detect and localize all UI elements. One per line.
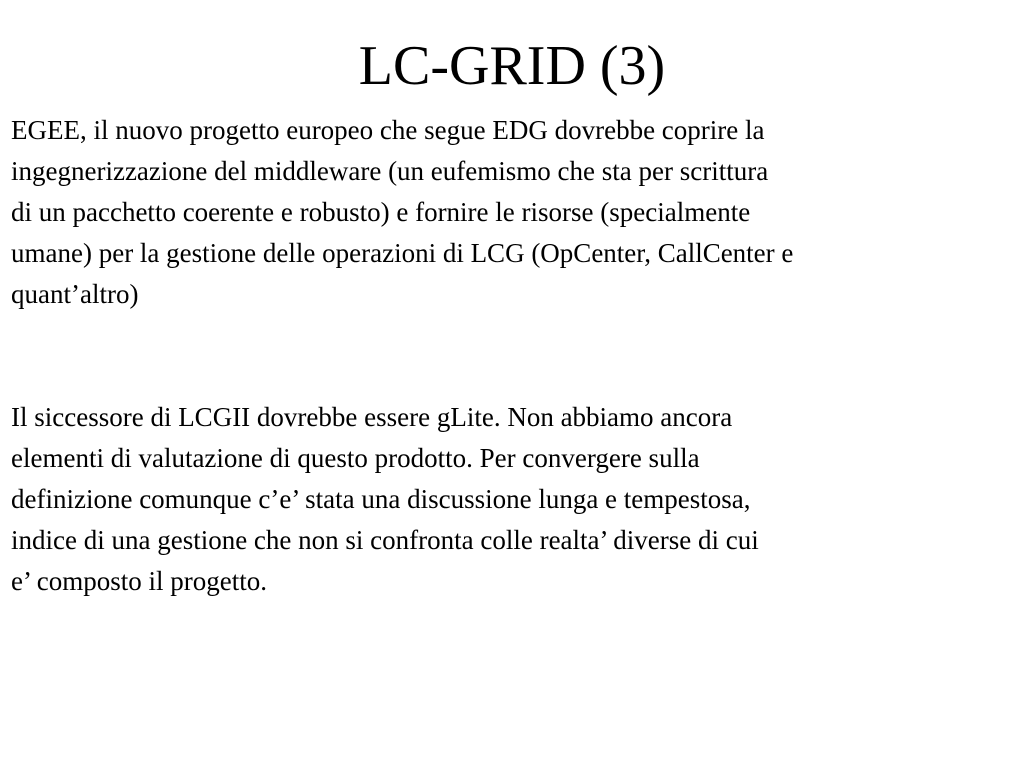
text-line: quant’altro) <box>11 279 139 309</box>
text-line: ingegnerizzazione del middleware (un eufemismo che sta per scrittura <box>11 156 769 186</box>
text-line: umane) per la gestione delle operazioni di LCG (OpCenter, CallCenter e <box>11 238 794 268</box>
text-line: EGEE, il nuovo progetto europeo che segue EDG dovrebbe coprire la <box>11 115 765 145</box>
text-line: Il siccessore di LCGII dovrebbe essere gLite. Non abbiamo ancora <box>11 402 733 432</box>
text-line: e’ composto il progetto. <box>11 566 267 596</box>
text-line: indice di una gestione che non si confronta colle realta’ diverse di cui <box>11 525 759 555</box>
body-paragraph-glite <box>11 397 1011 602</box>
text-line: definizione comunque c’e’ stata una discussione lunga e tempestosa, <box>11 484 751 514</box>
text-line: di un pacchetto coerente e robusto) e fornire le risorse (specialmente <box>11 197 751 227</box>
body-paragraph-egee <box>11 110 1011 315</box>
text-line: elementi di valutazione di questo prodotto. Per convergere sulla <box>11 443 700 473</box>
slide-title: LC-GRID (3) <box>358 35 666 97</box>
